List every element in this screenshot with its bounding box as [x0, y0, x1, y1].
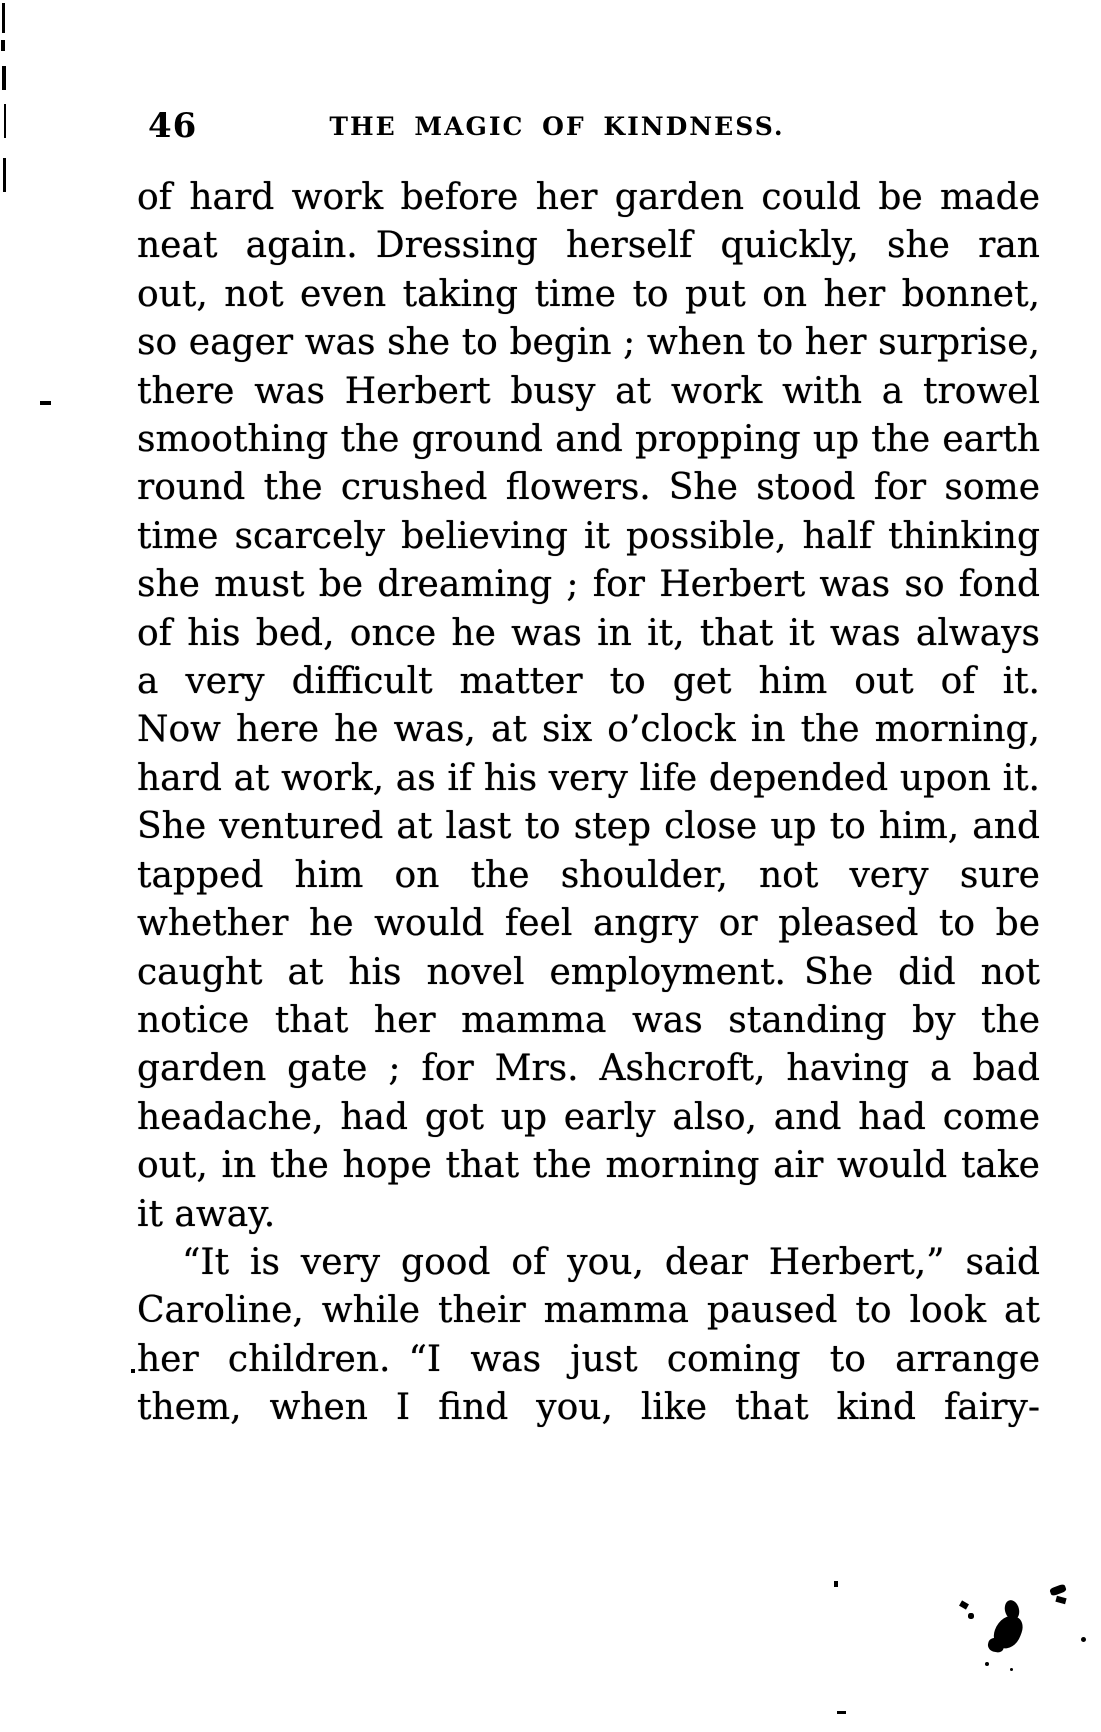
text-line: so eager was she to begin ; when to her surprise, — [137, 322, 1040, 364]
ink-speck — [968, 1613, 974, 1619]
text-line: round the crushed flowers. She stood for some — [137, 467, 1040, 509]
text-line: headache, had got up early also, and had come — [137, 1096, 1040, 1138]
text-line: hard at work, as if his very life depended upon it. — [137, 757, 1040, 799]
ink-speck — [1010, 1668, 1013, 1671]
ink-speck — [959, 1600, 969, 1609]
ink-speck — [1081, 1637, 1086, 1642]
text-line: Now here he was, at six o’clock in the morning, — [137, 709, 1040, 751]
running-title: THE MAGIC OF KINDNESS. — [329, 112, 785, 141]
scan-artifact-margin-mark — [3, 158, 6, 192]
text-line: of hard work before her garden could be made — [137, 177, 1040, 218]
text-line-paragraph-end: it away. — [137, 1193, 276, 1235]
text-line: there was Herbert busy at work with a trowel — [137, 370, 1040, 412]
text-line: caught at his novel employment. She did not — [137, 951, 1040, 993]
text-line: time scarcely believing it possible, half thinking — [137, 515, 1040, 557]
text-line: she must be dreaming ; for Herbert was so fond — [137, 564, 1040, 606]
text-line: whether he would feel angry or pleased to be — [137, 903, 1040, 945]
text-line: her children. “I was just coming to arrange — [137, 1338, 1040, 1380]
text-line: them, when I find you, like that kind fairy- — [137, 1387, 1040, 1429]
ink-speck — [834, 1581, 838, 1587]
scan-artifact-margin-mark — [2, 66, 6, 90]
ink-speck — [1055, 1596, 1066, 1604]
ink-speck — [837, 1711, 846, 1714]
scan-artifact-dash — [40, 401, 51, 405]
text-line: tapped him on the shoulder, not very sure — [137, 854, 1040, 896]
ink-speck — [985, 1662, 989, 1666]
text-line: out, not even taking time to put on her bonnet, — [137, 273, 1040, 315]
text-line: Caroline, while their mamma paused to look at — [137, 1290, 1040, 1332]
body-text-block — [137, 174, 1040, 1433]
scan-artifact-margin-mark — [1, 40, 5, 51]
page-number: 46 — [148, 106, 198, 146]
text-line-paragraph-start: “It is very good of you, dear Herbert,” said — [182, 1241, 1040, 1283]
text-line: garden gate ; for Mrs. Ashcroft, having a bad — [137, 1048, 1040, 1090]
text-line: a very difficult matter to get him out of it. — [137, 661, 1040, 703]
scan-artifact-dot — [131, 1369, 135, 1373]
scan-artifact-margin-mark — [2, 3, 5, 33]
text-line: notice that her mamma was standing by the — [137, 999, 1040, 1041]
text-line: out, in the hope that the morning air would take — [137, 1145, 1040, 1187]
text-line: of his bed, once he was in it, that it was always — [137, 612, 1040, 654]
text-line: neat again. Dressing herself quickly, she ran — [137, 225, 1040, 267]
text-line: smoothing the ground and propping up the earth — [137, 419, 1040, 461]
ink-speck — [1049, 1584, 1067, 1597]
scan-artifact-margin-mark — [4, 104, 6, 138]
text-line: She ventured at last to step close up to him, and — [137, 806, 1040, 848]
